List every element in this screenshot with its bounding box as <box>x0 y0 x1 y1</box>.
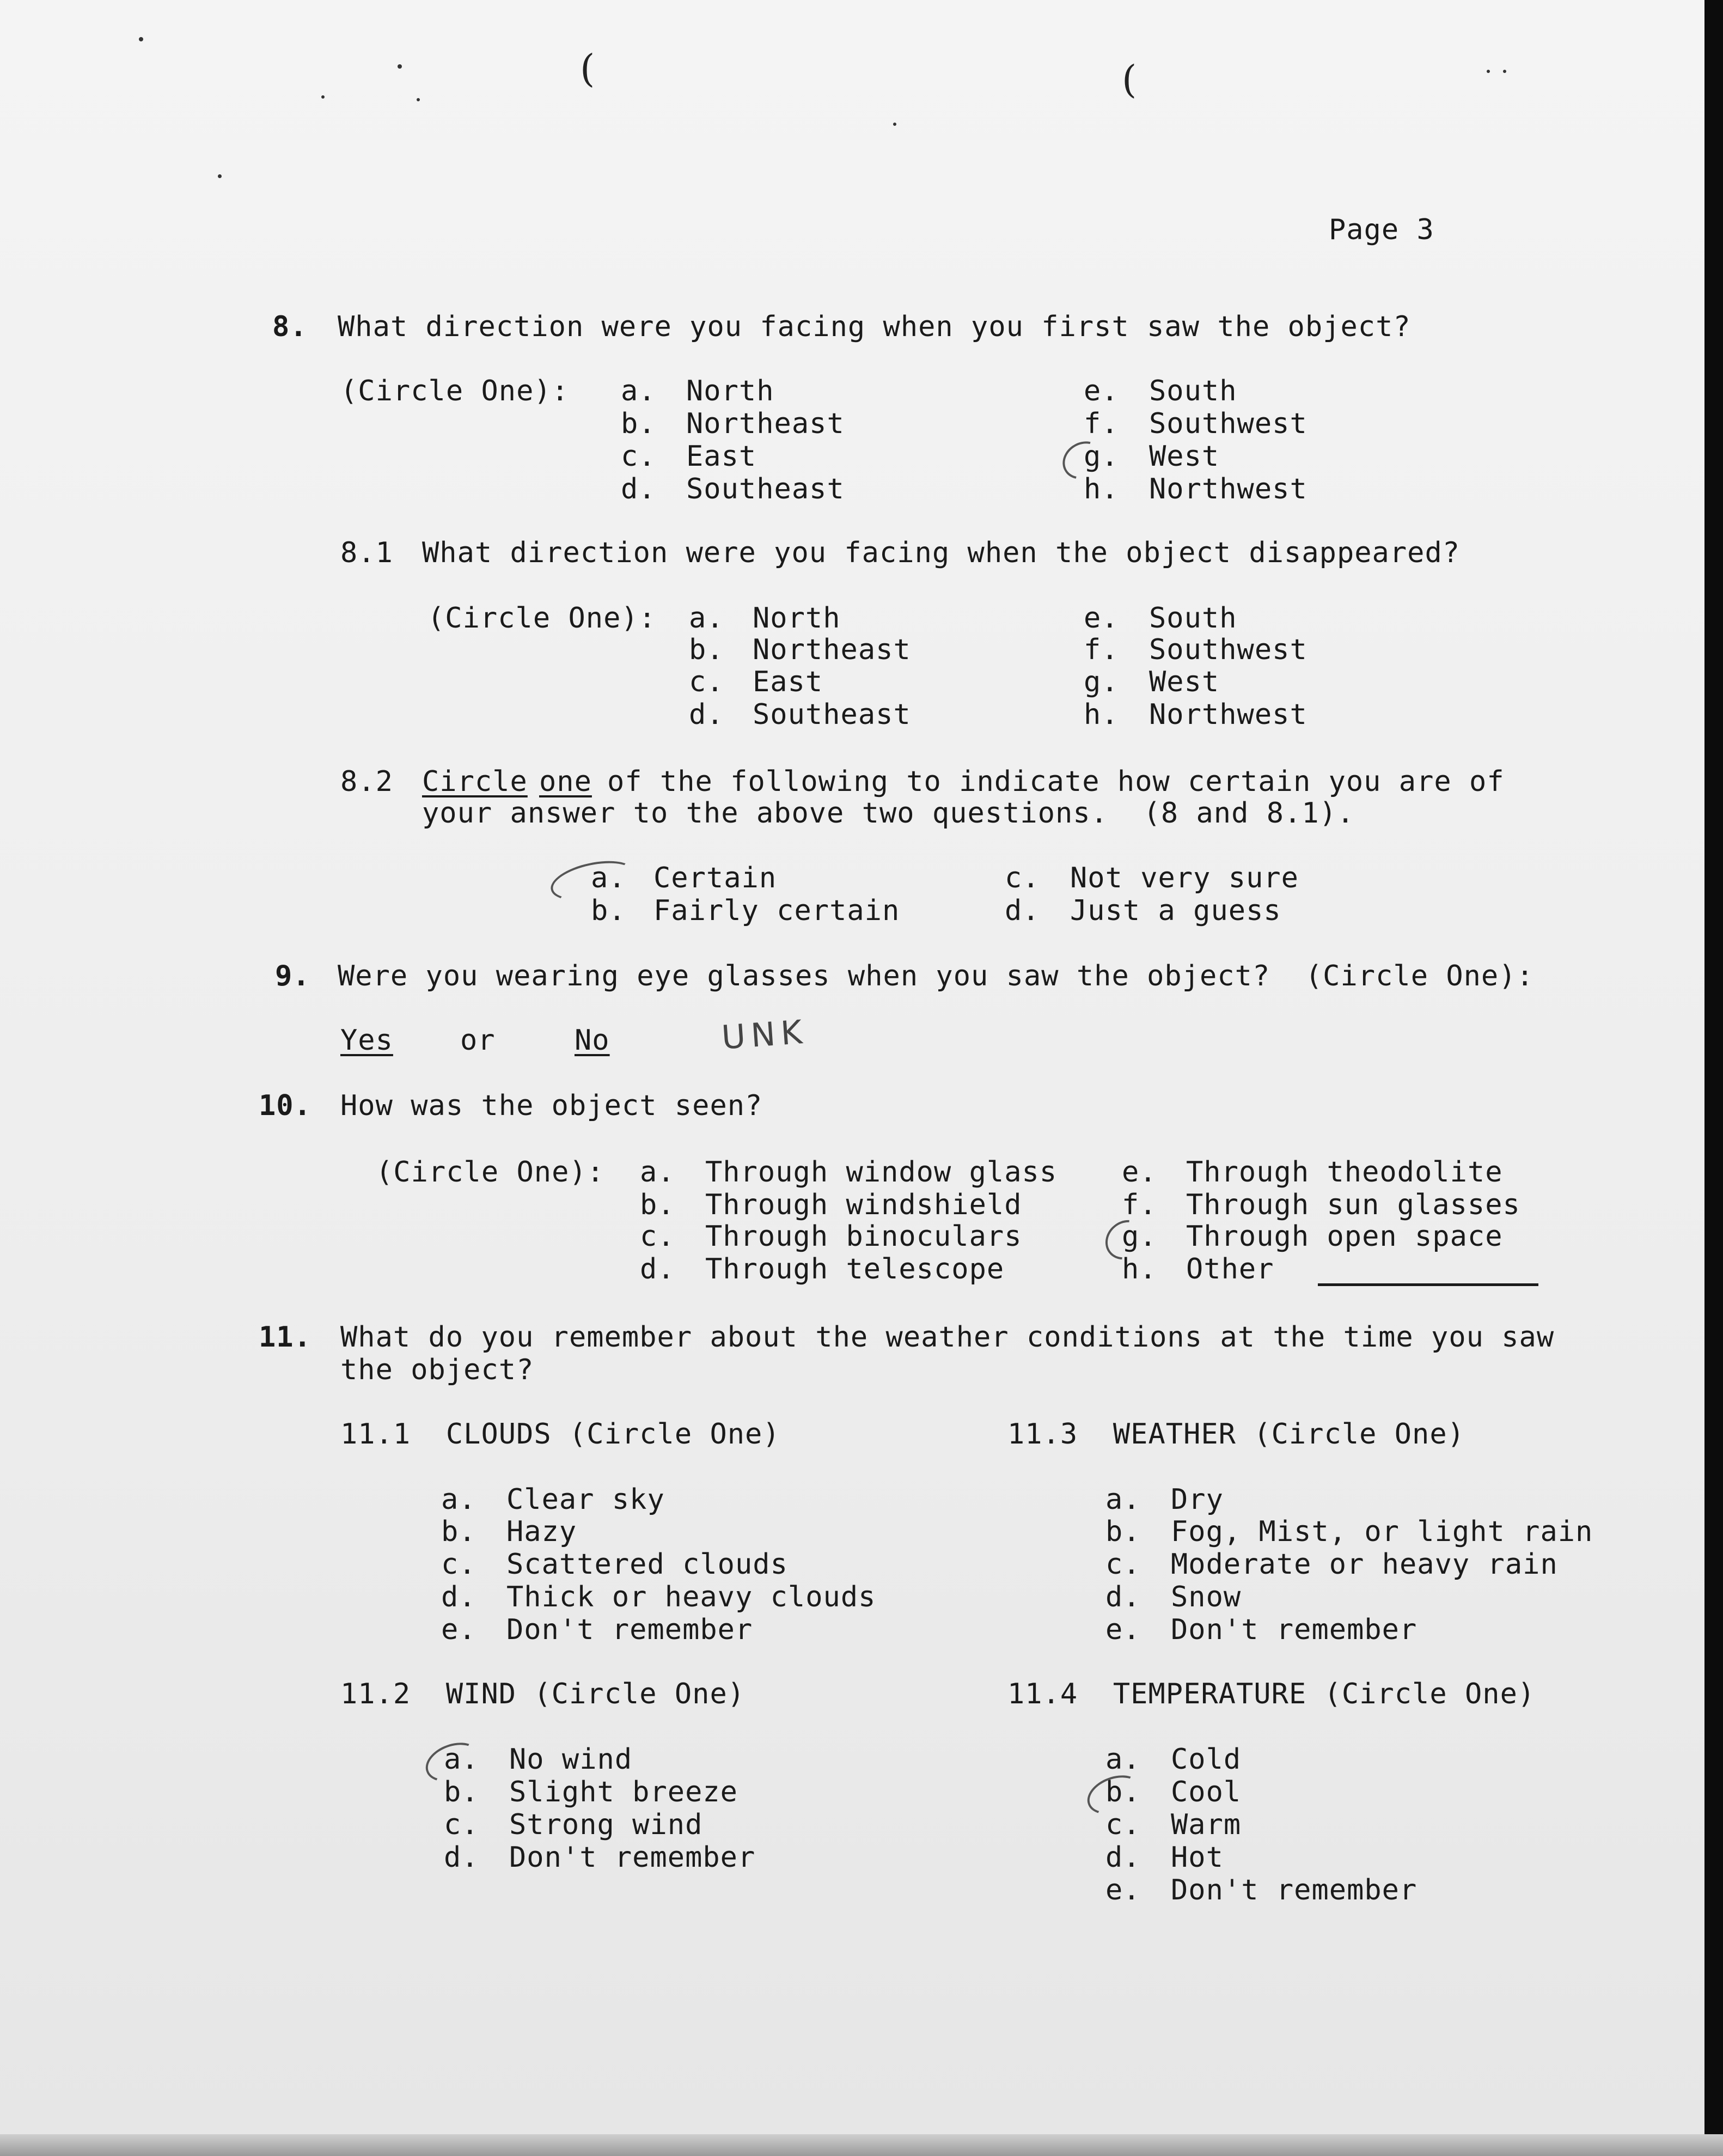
q10-other-blank-line <box>1318 1283 1538 1286</box>
temperature-option-label: Don't remember <box>1171 1874 1417 1907</box>
q8-2-circle-word: Circle <box>422 765 528 798</box>
speck <box>321 95 325 99</box>
speck <box>218 174 222 178</box>
q10-number: 10. <box>259 1089 311 1122</box>
q8-option-letter: a. <box>621 375 656 407</box>
q8-option-label: South <box>1149 375 1237 407</box>
clouds-option-label: Don't remember <box>506 1613 753 1646</box>
q10-option-label: Through window glass <box>705 1156 1058 1189</box>
q8-option-letter: d. <box>621 473 656 505</box>
q8-1-option-letter: d. <box>689 698 724 731</box>
q8-1-option-letter: c. <box>689 666 724 698</box>
temperature-option-label: Cool <box>1171 1776 1242 1808</box>
q10-option-letter: a. <box>640 1156 675 1189</box>
q8-2-one-word: one <box>539 765 592 798</box>
weather-option-label: Don't remember <box>1171 1613 1417 1646</box>
q11-3-weather-heading: 11.3 WEATHER (Circle One) <box>1007 1418 1465 1451</box>
temperature-option-letter: c. <box>1105 1808 1141 1841</box>
q8-option-label: East <box>686 440 757 473</box>
q8-option-label: North <box>686 375 774 407</box>
q9-number: 9. <box>275 960 310 992</box>
top-right-paren-mark: ( <box>1122 57 1137 102</box>
clouds-option-label: Scattered clouds <box>506 1548 788 1581</box>
weather-option-label: Moderate or heavy rain <box>1171 1548 1558 1581</box>
q11-2-wind-heading: 11.2 WIND (Circle One) <box>340 1678 746 1710</box>
clouds-option-label: Hazy <box>506 1515 577 1548</box>
q8-question: What direction were you facing when you first saw the object? <box>338 310 1411 343</box>
q8-2-option-letter: c. <box>1005 862 1040 894</box>
temperature-option-label: Cold <box>1171 1743 1242 1776</box>
clouds-option-label: Clear sky <box>506 1483 665 1516</box>
q9-yes-option: Yes <box>340 1024 393 1057</box>
temperature-option-letter: a. <box>1105 1743 1141 1776</box>
temperature-option-label: Hot <box>1171 1841 1224 1874</box>
q8-2-option-letter-circled: a. <box>591 862 626 894</box>
q10-option-label: Through windshield <box>705 1189 1022 1221</box>
q10-option-label: Through theodolite <box>1186 1156 1503 1189</box>
q8-option-label: Northeast <box>686 407 845 440</box>
q10-option-label: Other <box>1186 1253 1274 1286</box>
weather-option-letter: e. <box>1105 1613 1141 1646</box>
temperature-option-letter-circled: b. <box>1105 1776 1141 1808</box>
q8-option-letter: c. <box>621 440 656 473</box>
q8-1-instruction: (Circle One): <box>427 602 656 635</box>
q10-question: How was the object seen? <box>340 1089 763 1122</box>
wind-option-letter: d. <box>444 1841 479 1874</box>
q8-2-line2: your answer to the above two questions. (8 and 8.1). <box>422 797 1355 830</box>
wind-option-letter: c. <box>444 1808 479 1841</box>
q8-instruction: (Circle One): <box>340 375 569 407</box>
q8-1-option-label: West <box>1149 666 1220 698</box>
q11-1-clouds-heading: 11.1 CLOUDS (Circle One) <box>340 1418 780 1451</box>
q8-2-line1: of the following to indicate how certain you are of <box>607 765 1505 798</box>
q8-option-letter: e. <box>1084 375 1119 407</box>
q8-1-option-letter: b. <box>689 634 724 666</box>
q8-option-letter: f. <box>1084 407 1119 440</box>
scan-edge-right <box>1704 0 1723 2156</box>
q8-option-letter-circled: g. <box>1084 440 1119 473</box>
speck <box>398 64 402 69</box>
q8-option-label: West <box>1149 440 1220 473</box>
q11-question-line2: the object? <box>340 1354 534 1386</box>
q10-option-letter: b. <box>640 1189 675 1221</box>
weather-option-letter: b. <box>1105 1515 1141 1548</box>
speck <box>1487 70 1490 73</box>
speck <box>1503 70 1506 73</box>
q9-question: Were you wearing eye glasses when you saw the object? (Circle One): <box>338 960 1534 992</box>
q8-1-option-letter: a. <box>689 602 724 635</box>
q8-2-option-letter: d. <box>1005 894 1040 927</box>
q8-2-option-label: Just a guess <box>1070 894 1281 927</box>
wind-option-letter-circled: a. <box>444 1743 479 1776</box>
top-left-paren-mark: ( <box>580 46 595 91</box>
wind-option-letter: b. <box>444 1776 479 1808</box>
q10-option-letter-circled: g. <box>1122 1220 1157 1253</box>
weather-option-label: Snow <box>1171 1581 1242 1613</box>
q8-option-letter: b. <box>621 407 656 440</box>
clouds-option-letter: d. <box>441 1581 476 1613</box>
scan-edge-bottom <box>0 2134 1723 2156</box>
speck <box>139 37 143 41</box>
q10-option-label: Through sun glasses <box>1186 1189 1520 1221</box>
weather-option-letter: a. <box>1105 1483 1141 1516</box>
q11-number: 11. <box>259 1321 311 1354</box>
q8-1-option-label: Southeast <box>753 698 911 731</box>
q8-2-option-letter: b. <box>591 894 626 927</box>
q8-1-option-label: South <box>1149 602 1237 635</box>
q8-1-option-letter: g. <box>1084 666 1119 698</box>
clouds-option-letter: a. <box>441 1483 476 1516</box>
q8-option-label: Southeast <box>686 473 845 505</box>
q8-1-option-label: East <box>753 666 823 698</box>
speck <box>893 123 896 126</box>
weather-option-letter: d. <box>1105 1581 1141 1613</box>
q9-or-text: or <box>460 1024 496 1057</box>
q8-2-option-label: Certain <box>653 862 777 894</box>
weather-option-label: Dry <box>1171 1483 1224 1516</box>
speck <box>417 98 420 101</box>
q10-option-letter: c. <box>640 1220 675 1253</box>
q10-option-label: Through binoculars <box>705 1220 1022 1253</box>
q10-option-letter: f. <box>1122 1189 1157 1221</box>
q8-1-option-letter: e. <box>1084 602 1119 635</box>
q11-question-line1: What do you remember about the weather conditions at the time you saw <box>340 1321 1555 1354</box>
q10-option-letter: d. <box>640 1253 675 1286</box>
page-number: Page 3 <box>1329 214 1434 246</box>
clouds-option-letter: c. <box>441 1548 476 1581</box>
weather-option-letter: c. <box>1105 1548 1141 1581</box>
q8-option-label: Northwest <box>1149 473 1307 505</box>
q10-option-letter: e. <box>1122 1156 1157 1189</box>
wind-option-label: Don't remember <box>509 1841 756 1874</box>
q8-1-question: What direction were you facing when the object disappeared? <box>422 537 1461 569</box>
q9-handwritten-answer: UNK <box>720 1013 809 1057</box>
q9-no-option: No <box>575 1024 610 1057</box>
temperature-option-letter: e. <box>1105 1874 1141 1907</box>
q8-2-number: 8.2 <box>340 765 393 798</box>
q8-1-option-letter: f. <box>1084 634 1119 666</box>
q8-option-label: Southwest <box>1149 407 1307 440</box>
q8-1-option-letter: h. <box>1084 698 1119 731</box>
weather-option-label: Fog, Mist, or light rain <box>1171 1515 1593 1548</box>
q8-2-option-label: Fairly certain <box>653 894 900 927</box>
q8-option-letter: h. <box>1084 473 1119 505</box>
wind-option-label: No wind <box>509 1743 633 1776</box>
q8-1-option-label: Northeast <box>753 634 911 666</box>
temperature-option-label: Warm <box>1171 1808 1242 1841</box>
temperature-option-letter: d. <box>1105 1841 1141 1874</box>
clouds-option-label: Thick or heavy clouds <box>506 1581 876 1613</box>
q8-number: 8. <box>272 310 308 343</box>
q8-1-number: 8.1 <box>340 537 393 569</box>
q8-1-option-label: Southwest <box>1149 634 1307 666</box>
clouds-option-letter: b. <box>441 1515 476 1548</box>
q8-1-option-label: North <box>753 602 841 635</box>
wind-option-label: Slight breeze <box>509 1776 738 1808</box>
q10-option-label: Through telescope <box>705 1253 1005 1286</box>
q11-4-temperature-heading: 11.4 TEMPERATURE (Circle One) <box>1007 1678 1536 1710</box>
q10-option-letter: h. <box>1122 1253 1157 1286</box>
wind-option-label: Strong wind <box>509 1808 703 1841</box>
q8-2-option-label: Not very sure <box>1070 862 1299 894</box>
q8-1-option-label: Northwest <box>1149 698 1307 731</box>
q10-instruction: (Circle One): <box>376 1156 604 1189</box>
clouds-option-letter: e. <box>441 1613 476 1646</box>
q10-option-label: Through open space <box>1186 1220 1503 1253</box>
